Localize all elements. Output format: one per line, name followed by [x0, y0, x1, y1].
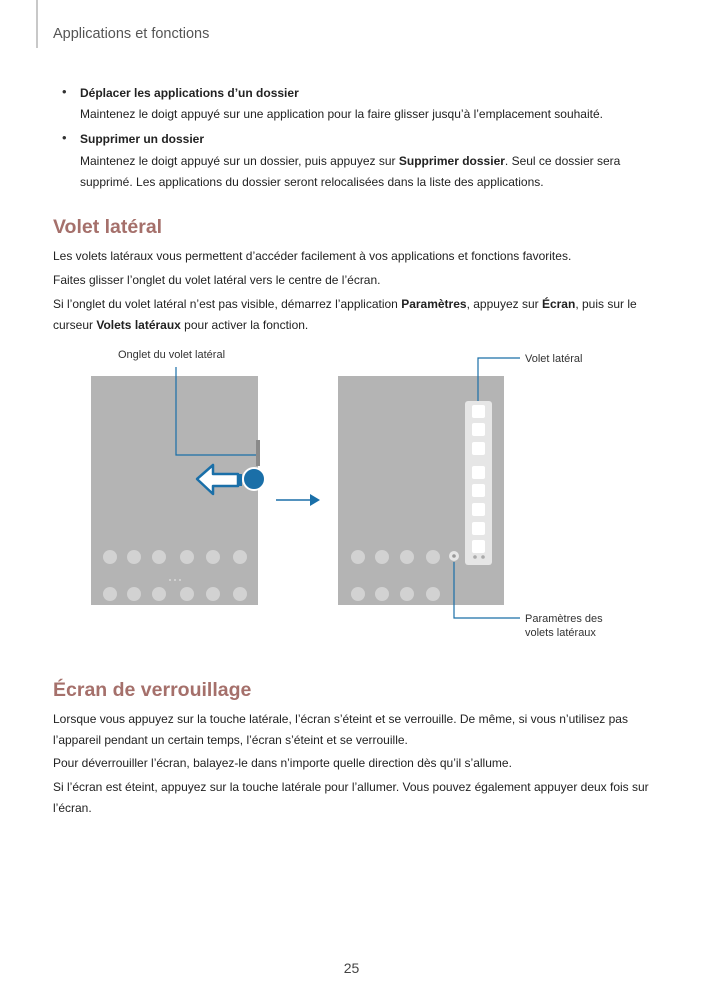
- page-number: 25: [343, 960, 360, 976]
- paragraph: Lorsque vous appuyez sur la touche latérale, l’écran s’éteint et se verrouille. De même, si vous n’utilisez pas l’appareil pendant un certain temps, l’écran s’éteint et se verrouille.: [53, 712, 628, 747]
- bullet-marker: •: [62, 84, 67, 99]
- page-header: Applications et fonctions: [53, 26, 210, 42]
- caption-panel: Volet latéral: [525, 353, 583, 365]
- bullet-title-delete: Supprimer un dossier: [80, 132, 205, 146]
- section-heading-lock: Écran de verrouillage: [53, 679, 252, 701]
- section-heading-volet: Volet latéral: [53, 216, 163, 238]
- settings-gear-center: [452, 554, 456, 558]
- paragraph: Faites glisser l’onglet du volet latéral vers le centre de l’écran.: [53, 273, 381, 287]
- bullet-text-move: Maintenez le doigt appuyé sur une application pour la faire glisser jusqu’à l’emplacement souhaité.: [80, 107, 603, 121]
- bullet-text-delete: Maintenez le doigt appuyé sur un dossier, puis appuyez sur Supprimer dossier. Seul ce dossier sera supprimé. Les applications du dossier seront relocalisées dans la liste des applications.: [80, 154, 621, 189]
- phone-screen-left: [91, 376, 258, 605]
- caption-settings: Paramètres des volets latéraux: [525, 613, 603, 639]
- transition-arrow-icon: [276, 494, 320, 506]
- edge-tab-handle: [256, 440, 260, 466]
- touch-point-icon: [243, 468, 265, 490]
- paragraph: Si l’onglet du volet latéral n’est pas visible, démarrez l’application Paramètres, appuyez sur Écran, puis sur le curseur Volets latéraux pour activer la fonction.: [53, 297, 637, 332]
- paragraph: Pour déverrouiller l’écran, balayez-le dans n’importe quelle direction dès qu’il s’allume.: [53, 756, 512, 770]
- bullet-marker: •: [62, 130, 67, 145]
- paragraph: Les volets latéraux vous permettent d’accéder facilement à vos applications et fonctions favorites.: [53, 249, 572, 263]
- bullet-title-move: Déplacer les applications d’un dossier: [80, 86, 299, 100]
- caption-tab: Onglet du volet latéral: [118, 349, 226, 361]
- paragraph: Si l’écran est éteint, appuyez sur la touche latérale pour l’allumer. Vous pouvez également appuyer deux fois sur l’écran.: [53, 780, 649, 815]
